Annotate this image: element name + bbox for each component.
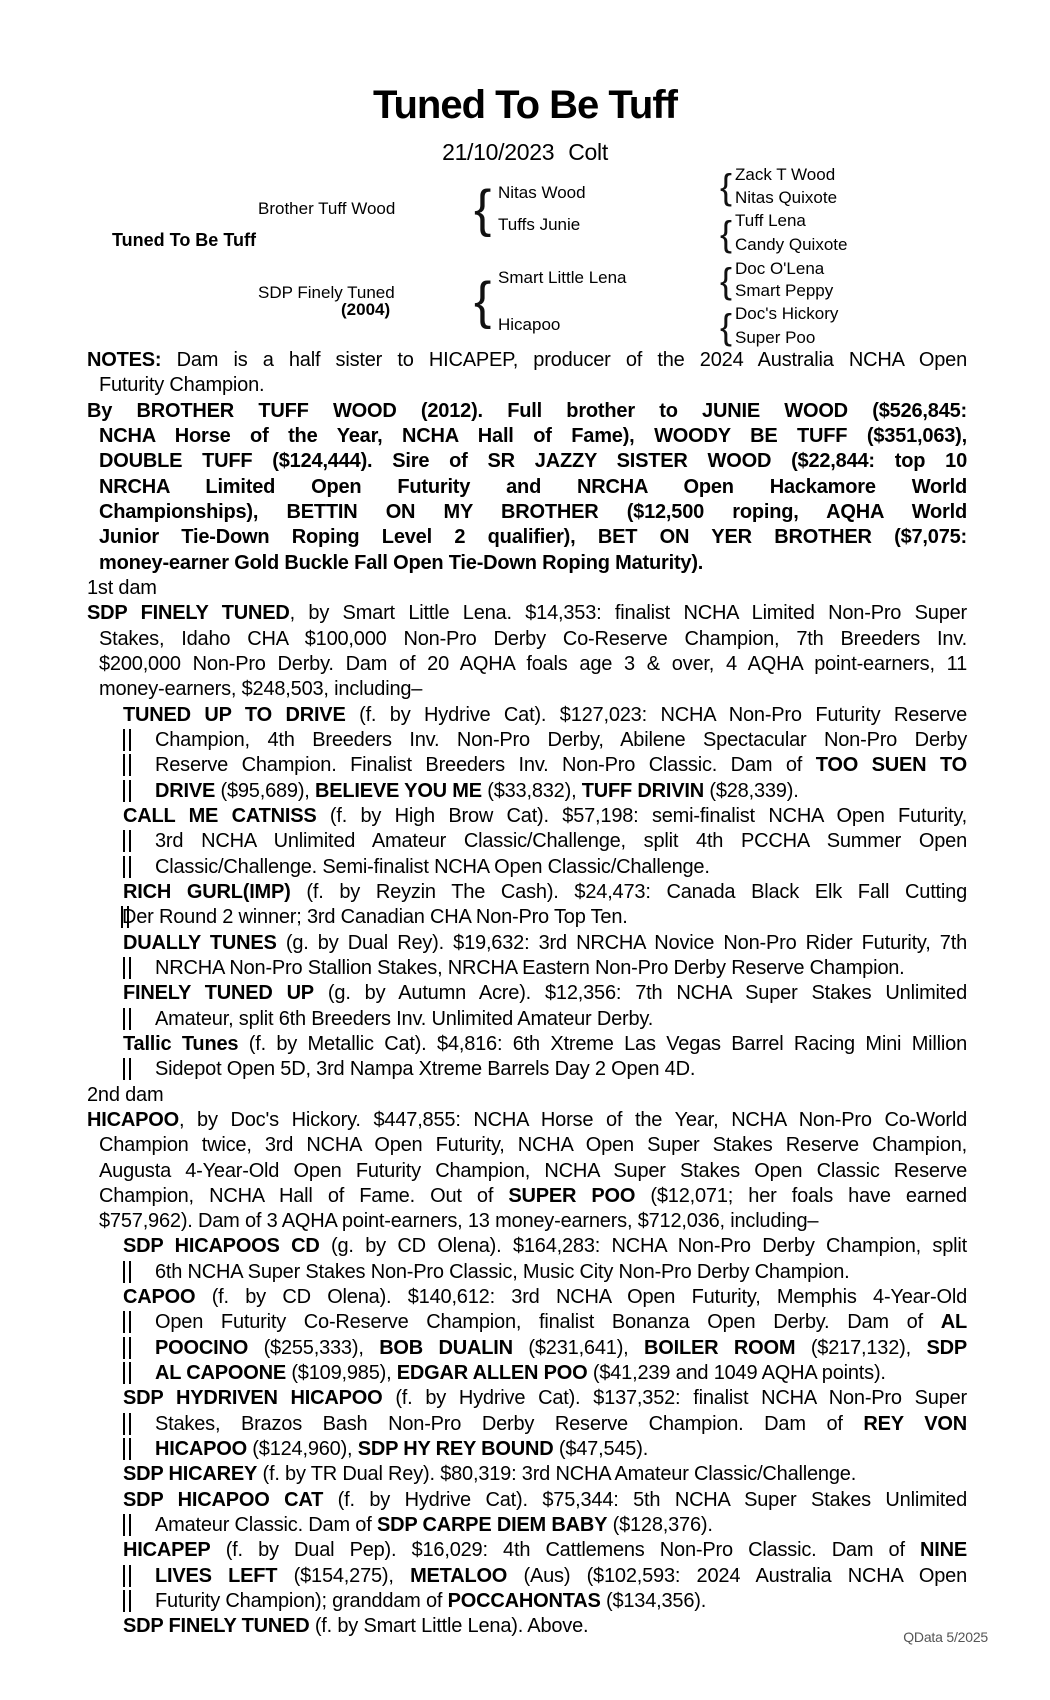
continuation-bars-icon <box>121 906 129 928</box>
continuation-bars-icon <box>123 1261 131 1283</box>
tuned-up-to-drive-line: DRIVE ($95,689), BELIEVE YOU ME ($33,832), TUFF DRIVIN ($28,339). <box>155 779 967 804</box>
pedigree-chart <box>0 0 1050 350</box>
sire-summary-line: money-earner Gold Buckle Fall Open Tie-Down Roping Maturity). <box>99 551 704 574</box>
pedigree-dam-year: (2004) <box>341 300 391 319</box>
sdp-hicapoos-cd-line: 6th NCHA Super Stakes Non-Pro Classic, Music City Non-Pro Derby Champion. <box>155 1260 967 1285</box>
foal-date: 21/10/2023 <box>442 139 555 165</box>
continuation-bars-icon <box>123 1008 131 1030</box>
continuation-bars-icon <box>123 1438 131 1460</box>
brace-icon: { <box>720 166 733 207</box>
pedigree-dam: SDP Finely Tuned <box>258 283 395 302</box>
brace-icon: { <box>720 306 733 347</box>
sdp-hicapoo-cat-line: Amateur Classic. Dam of SDP CARPE DIEM BABY ($128,376). <box>155 1513 967 1538</box>
capoo-line: POOCINO ($255,333), BOB DUALIN ($231,641), BOILER ROOM ($217,132), SDP <box>155 1336 967 1361</box>
continuation-bars-icon <box>123 1590 131 1612</box>
sdp-hydriven-hicapoo-line: HICAPOO ($124,960), SDP HY REY BOUND ($47,545). <box>155 1437 967 1462</box>
dually-tunes-line: NRCHA Non-Pro Stallion Stakes, NRCHA Eastern Non-Pro Derby Reserve Champion. <box>155 956 967 981</box>
foal-sex: Colt <box>568 139 608 165</box>
pedigree-dam-dam: Hicapoo <box>498 315 561 334</box>
body-text <box>87 348 967 1640</box>
capoo-line: CAPOO (f. by CD Olena). $140,612: 3rd NCHA Open Futurity, Memphis 4-Year-Old <box>123 1286 967 1309</box>
notes-line: Futurity Champion. <box>99 374 265 397</box>
continuation-bars-icon <box>123 1058 131 1080</box>
sire-summary-line: Junior Tie-Down Roping Level 2 qualifier), BET ON YER BROTHER ($7,075: <box>99 526 967 549</box>
continuation-bars-icon <box>123 729 131 751</box>
pedigree-dam-sire: Smart Little Lena <box>498 268 627 287</box>
hicapep-line: HICAPEP (f. by Dual Pep). $16,029: 4th Cattlemens Non-Pro Classic. Dam of NINE <box>123 1539 967 1562</box>
continuation-bars-icon <box>123 957 131 979</box>
sdp-finely-tuned-line: $200,000 Non-Pro Derby. Dam of 20 AQHA foals age 3 & over, 4 AQHA point-earners, 11 <box>99 652 967 675</box>
pedigree-subject: Tuned To Be Tuff <box>112 230 256 250</box>
tuned-up-to-drive-line: Reserve Champion. Finalist Breeders Inv. Non-Pro Classic. Dam of TOO SUEN TO <box>155 753 967 778</box>
sdp-hicapoo-cat-line: SDP HICAPOO CAT (f. by Hydrive Cat). $75,344: 5th NCHA Super Stakes Unlimited <box>123 1488 967 1511</box>
call-me-catniss-line: 3rd NCHA Unlimited Amateur Classic/Challenge, split 4th PCCHA Summer Open <box>155 829 967 854</box>
capoo-line: AL CAPOONE ($109,985), EDGAR ALLEN POO ($41,239 and 1049 AQHA points). <box>155 1361 967 1386</box>
finely-tuned-up-line: Amateur, split 6th Breeders Inv. Unlimited Amateur Derby. <box>155 1007 967 1032</box>
rich-gurl-line: Der Round 2 winner; 3rd Canadian CHA Non-Pro Top Ten. <box>122 906 628 929</box>
continuation-bars-icon <box>123 1565 131 1587</box>
hicapoo-line: Augusta 4-Year-Old Open Futurity Champion, NCHA Super Stakes Open Classic Reserve <box>99 1159 967 1182</box>
footer-credit: QData 5/2025 <box>903 1629 988 1645</box>
pedigree-great-grandparent: Super Poo <box>735 328 816 347</box>
sdp-finely-tuned-line: money-earners, $248,503, including– <box>99 678 423 701</box>
sire-summary-line: NCHA Horse of the Year, NCHA Hall of Fame), WOODY BE TUFF ($351,063), <box>99 424 967 447</box>
continuation-bars-icon <box>123 1311 131 1333</box>
capoo-line: Open Futurity Co-Reserve Champion, finalist Bonanza Open Derby. Dam of AL <box>155 1310 967 1335</box>
brace-icon: { <box>720 213 733 254</box>
continuation-bars-icon <box>123 856 131 878</box>
dually-tunes-line: DUALLY TUNES (g. by Dual Rey). $19,632: 3rd NRCHA Novice Non-Pro Rider Futurity, 7th <box>123 931 967 954</box>
call-me-catniss-line: CALL ME CATNISS (f. by High Brow Cat). $57,198: semi-finalist NCHA Open Futurity, <box>123 804 967 827</box>
pedigree-sire: Brother Tuff Wood <box>258 199 396 218</box>
hicapep-line: LIVES LEFT ($154,275), METALOO (Aus) ($102,593: 2024 Australia NCHA Open <box>155 1564 967 1589</box>
continuation-bars-icon <box>123 1337 131 1359</box>
continuation-bars-icon <box>123 780 131 802</box>
continuation-bars-icon <box>123 1362 131 1384</box>
pedigree-great-grandparent: Tuff Lena <box>735 211 806 230</box>
sire-summary-line: NRCHA Limited Open Futurity and NRCHA Open Hackamore World <box>99 475 967 498</box>
pedigree-sire-sire: Nitas Wood <box>498 183 586 202</box>
brace-icon: { <box>474 272 492 330</box>
tuned-up-to-drive-line: TUNED UP TO DRIVE (f. by Hydrive Cat). $127,023: NCHA Non-Pro Futurity Reserve <box>123 703 967 726</box>
pedigree-great-grandparent: Zack T Wood <box>735 165 836 184</box>
sire-summary-line: By BROTHER TUFF WOOD (2012). Full brother to JUNIE WOOD ($526,845: <box>87 399 967 422</box>
continuation-bars-icon <box>123 1413 131 1435</box>
hicapoo-line: Champion twice, 3rd NCHA Open Futurity, NCHA Open Super Stakes Reserve Champion, <box>99 1134 967 1157</box>
hicapoo-line: Champion, NCHA Hall of Fame. Out of SUPER POO ($12,071; her foals have earned <box>99 1184 967 1207</box>
rich-gurl-line: RICH GURL(IMP) (f. by Reyzin The Cash). $24,473: Canada Black Elk Fall Cutting <box>123 880 967 903</box>
first-dam-label-line: 1st dam <box>87 576 157 599</box>
pedigree-great-grandparent: Candy Quixote <box>735 235 848 254</box>
tallic-tunes-line: Sidepot Open 5D, 3rd Nampa Xtreme Barrels Day 2 Open 4D. <box>155 1057 967 1082</box>
pedigree-great-grandparent: Smart Peppy <box>735 281 834 300</box>
hicapep-line: Futurity Champion); granddam of POCCAHONTAS ($134,356). <box>155 1589 967 1614</box>
brace-icon: { <box>720 260 733 301</box>
continuation-bars-icon <box>123 830 131 852</box>
finely-tuned-up-line: FINELY TUNED UP (g. by Autumn Acre). $12,356: 7th NCHA Super Stakes Unlimited <box>123 982 967 1005</box>
hicapoo-line: HICAPOO, by Doc's Hickory. $447,855: NCHA Horse of the Year, NCHA Non-Pro Co-World <box>87 1108 967 1131</box>
sdp-finely-tuned-line: SDP FINELY TUNED, by Smart Little Lena. $14,353: finalist NCHA Limited Non-Pro Super <box>87 602 968 625</box>
brace-icon: { <box>474 180 492 238</box>
continuation-bars-icon <box>123 1514 131 1536</box>
continuation-bars-icon <box>123 754 131 776</box>
second-dam-label-line: 2nd dam <box>87 1083 164 1106</box>
pedigree-great-grandparent: Nitas Quixote <box>735 188 838 207</box>
sdp-hydriven-hicapoo-line: SDP HYDRIVEN HICAPOO (f. by Hydrive Cat). $137,352: finalist NCHA Non-Pro Super <box>123 1387 967 1410</box>
sdp-finely-tuned-line: Stakes, Idaho CHA $100,000 Non-Pro Derby Co-Reserve Champion, 7th Breeders Inv. <box>99 627 967 650</box>
notes-line: NOTES: Dam is a half sister to HICAPEP, producer of the 2024 Australia NCHA Open <box>87 349 967 371</box>
sire-summary-line: Championships), BETTIN ON MY BROTHER ($12,500 roping, AQHA World <box>99 500 967 523</box>
pedigree-sire-dam: Tuffs Junie <box>498 215 581 234</box>
tallic-tunes-line: Tallic Tunes (f. by Metallic Cat). $4,816: 6th Xtreme Las Vegas Barrel Racing Mini Million <box>123 1032 967 1055</box>
page-title: Tuned To Be Tuff <box>373 83 677 127</box>
tuned-up-to-drive-line: Champion, 4th Breeders Inv. Non-Pro Derby, Abilene Spectacular Non-Pro Derby <box>155 728 967 753</box>
pedigree-great-grandparent: Doc O'Lena <box>735 259 825 278</box>
sire-summary-line: DOUBLE TUFF ($124,444). Sire of SR JAZZY SISTER WOOD ($22,844: top 10 <box>99 450 967 473</box>
sdp-hicarey-line: SDP HICAREY (f. by TR Dual Rey). $80,319: 3rd NCHA Amateur Classic/Challenge. <box>123 1463 857 1486</box>
sdp-hicapoos-cd-line: SDP HICAPOOS CD (g. by CD Olena). $164,283: NCHA Non-Pro Derby Champion, split <box>123 1235 967 1258</box>
call-me-catniss-line: Classic/Challenge. Semi-finalist NCHA Open Classic/Challenge. <box>155 855 967 880</box>
hicapoo-line: $757,962). Dam of 3 AQHA point-earners, 13 money-earners, $712,036, including– <box>99 1210 819 1233</box>
sdp-finely-tuned-above-line: SDP FINELY TUNED (f. by Smart Little Lena). Above. <box>123 1615 589 1638</box>
sdp-hydriven-hicapoo-line: Stakes, Brazos Bash Non-Pro Derby Reserve Champion. Dam of REY VON <box>155 1412 967 1437</box>
pedigree-great-grandparent: Doc's Hickory <box>735 304 839 323</box>
